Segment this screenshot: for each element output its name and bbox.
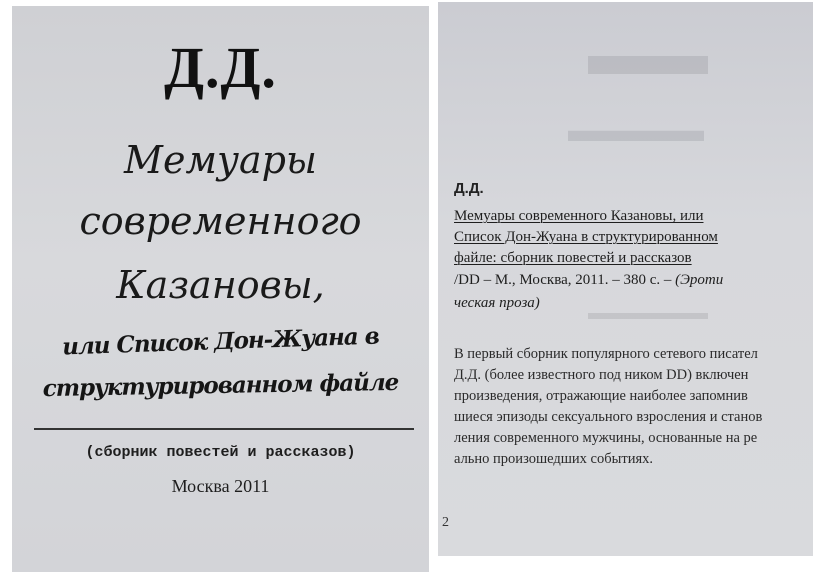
divider — [34, 428, 414, 430]
cover-page — [12, 6, 429, 572]
colophon-page — [438, 2, 813, 556]
annotation-line: произведения, отражающие наиболее запомнив — [454, 388, 748, 404]
bleed-through-shadow: ▬▬▬▬ — [568, 112, 704, 149]
annotation-line: ления современного мужчины, основанные на ре — [454, 430, 758, 446]
cover-title-line: Мемуары — [124, 138, 317, 182]
reference-imprint: /DD – М., Москва, 2011. – 380 с. – — [454, 272, 676, 288]
page-number: 2 — [442, 515, 449, 530]
annotation-line: ально произошедших событиях. — [454, 451, 653, 467]
reference-genre-cont: ческая проза) — [454, 295, 540, 311]
annotation-line: В первый сборник популярного сетевого писател — [454, 346, 758, 362]
annotation-line: шиеся эпизоды сексуального взросления и станов — [454, 409, 763, 425]
reference-author: Д.Д. — [454, 180, 484, 197]
cover-title-line: современного — [79, 199, 362, 243]
cover-title-line: Казановы, — [116, 263, 325, 307]
reference-title-line: Мемуары современного Казановы, или — [454, 208, 704, 224]
reference-genre: (Эроти — [675, 272, 724, 288]
cover-subtitle-line: структурированном файле — [42, 368, 399, 403]
reference-title-line: Список Дон-Жуана в структурированном — [454, 229, 718, 245]
bleed-through-shadow: ▬▬ — [588, 21, 708, 87]
cover-city-year: Москва 2011 — [171, 476, 270, 496]
reference-title-line: файле: сборник повестей и рассказов — [454, 250, 692, 266]
cover-author: Д.Д. — [164, 35, 277, 100]
bleed-through-shadow: ▬▬▬▬▬▬ — [588, 302, 708, 324]
cover-collection-note: (сборник повестей и рассказов) — [85, 444, 356, 461]
annotation-line: Д.Д. (более известного под ником DD) включен — [454, 367, 749, 383]
cover-subtitle-line: или Список Дон-Жуана в — [61, 322, 380, 361]
reference-imprint-line — [454, 272, 723, 289]
